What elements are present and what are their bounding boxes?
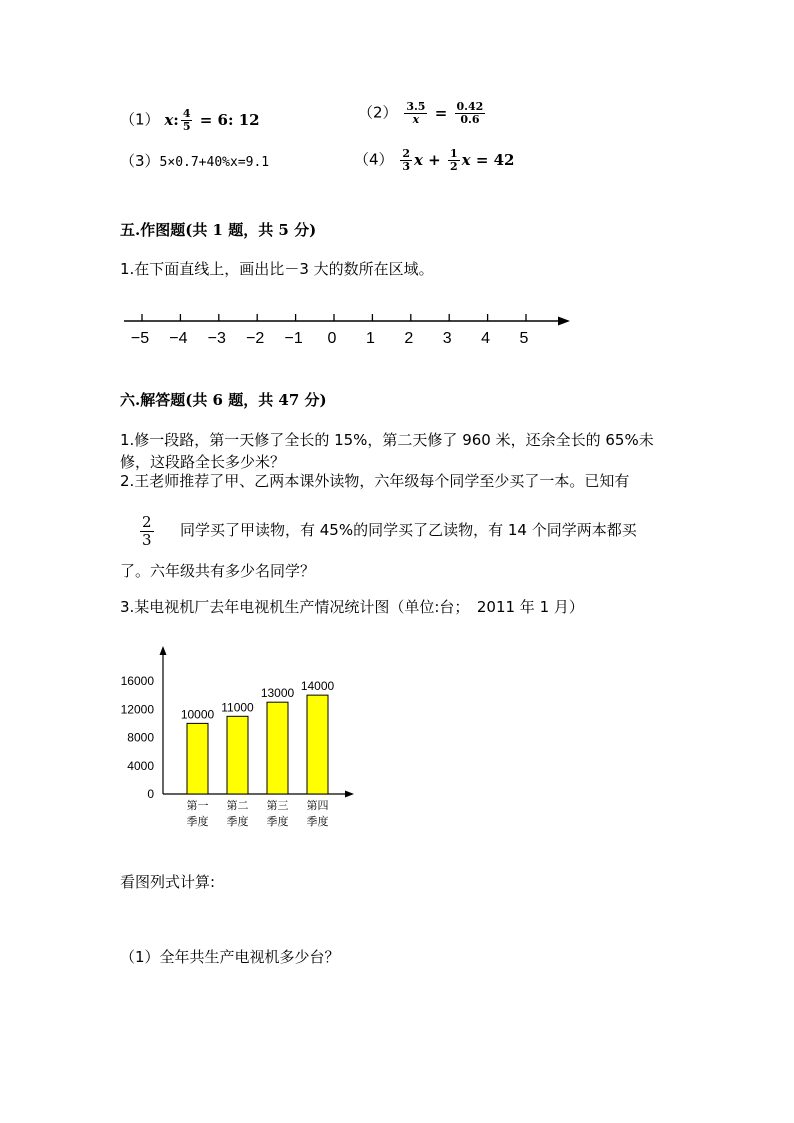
category-label: 第一 — [186, 800, 209, 812]
denominator: 0.6 — [460, 113, 480, 126]
fraction — [448, 148, 460, 173]
number-line-label: −4 — [169, 330, 188, 347]
data-label: 11000 — [221, 700, 254, 715]
y-tick-label: 12000 — [120, 702, 154, 717]
equation-label: （1） — [120, 110, 160, 129]
arrow-head-icon — [558, 317, 570, 326]
fraction — [455, 101, 486, 126]
equation-3 — [120, 150, 269, 171]
data-label: 13000 — [260, 686, 295, 701]
question-2-fraction — [140, 514, 154, 549]
numerator: 2 — [142, 513, 152, 531]
question-2-line-3: 了。六年级共有多少名同学？ — [120, 562, 316, 580]
question-2-line-2: 同学买了甲读物，有 45%的同学买了乙读物，有 14 个同学两本都买 — [180, 521, 637, 539]
category-label: 季度 — [306, 816, 329, 828]
number-line-label: 3 — [442, 330, 452, 347]
number-line-label: 0 — [327, 330, 337, 347]
equation-label: （2） — [358, 103, 398, 122]
numerator: 1 — [449, 147, 458, 160]
data-label: 14000 — [300, 679, 335, 694]
look-at-chart-instruction: 看图列式计算: — [120, 873, 216, 891]
fraction — [400, 148, 412, 173]
y-tick-label: 16000 — [120, 674, 154, 688]
fraction — [404, 101, 427, 126]
denominator: x — [412, 113, 420, 126]
variable: x — [413, 150, 423, 169]
number-line-label: −5 — [130, 330, 150, 347]
bar-chart — [110, 640, 370, 840]
question-3-title: 3.某电视机厂去年电视机生产情况统计图（单位:台； 2011 年 1 月） — [120, 598, 584, 616]
category-label: 第四 — [306, 800, 329, 812]
number-line-label: −3 — [207, 330, 226, 347]
equation-4 — [354, 148, 515, 173]
y-tick-label: 0 — [147, 787, 154, 801]
category-label: 第三 — [266, 800, 289, 812]
variable: x — [461, 150, 471, 169]
category-label: 第二 — [226, 800, 249, 812]
category-label: 季度 — [186, 816, 209, 828]
math-expression — [398, 147, 515, 173]
bar — [227, 716, 248, 794]
variable: x — [164, 110, 174, 129]
question-1-line-2: 修，这段路全长多少米？ — [120, 453, 286, 471]
equation-2 — [358, 101, 487, 126]
denominator: 3 — [402, 160, 410, 173]
question-2-line-1: 2.王老师推荐了甲、乙两本课外读物，六年级每个同学至少买了一本。已知有 — [120, 472, 630, 490]
number-line-label: −1 — [284, 330, 303, 347]
number-line-label: 4 — [481, 330, 491, 347]
y-axis-arrow-icon — [160, 646, 167, 655]
number-line-label: −2 — [246, 330, 265, 347]
plus-sign: + — [428, 150, 441, 169]
fraction — [181, 108, 193, 133]
denominator: 2 — [449, 160, 458, 173]
denominator: 3 — [142, 531, 152, 549]
equals-sign: = — [434, 103, 448, 122]
expression-rest: = 6: 12 — [199, 110, 260, 129]
math-expression — [164, 107, 260, 133]
number-line — [118, 308, 578, 352]
numerator: 2 — [402, 147, 410, 160]
numerator: 3.5 — [406, 100, 426, 113]
equation-1 — [120, 108, 260, 133]
number-line-label: 5 — [519, 330, 529, 347]
number-line-label: 2 — [404, 330, 414, 347]
bar — [307, 695, 328, 794]
expression-rest: = 42 — [475, 150, 515, 169]
section-6-title: 六.解答题(共 6 题，共 47 分) — [120, 391, 327, 409]
y-tick-label: 4000 — [127, 758, 154, 773]
denominator: 5 — [182, 120, 191, 133]
equation-label: （4） — [354, 150, 394, 169]
bar — [187, 723, 208, 794]
colon: : — [173, 110, 179, 129]
question-1-line-1: 1.修一段路，第一天修了全长的 15%，第二天修了 960 米，还余全长的 65%未 — [120, 431, 654, 449]
x-axis-arrow-icon — [345, 791, 354, 798]
section-5-question-1: 1.在下面直线上，画出比－3 大的数所在区域。 — [120, 260, 434, 278]
numerator: 4 — [182, 107, 191, 120]
equation-label: （3） — [120, 152, 160, 170]
bar — [267, 702, 288, 794]
y-tick-label: 8000 — [127, 730, 154, 745]
sub-question-1: （1）全年共生产电视机多少台？ — [120, 948, 340, 966]
category-label: 季度 — [266, 816, 289, 828]
category-label: 季度 — [226, 816, 249, 828]
equation-text: 5×0.7+40%x=9.1 — [159, 155, 270, 170]
number-line-label: 1 — [365, 330, 375, 347]
section-5-title: 五.作图题(共 1 题，共 5 分) — [120, 221, 317, 239]
math-expression — [402, 100, 487, 126]
data-label: 10000 — [180, 707, 215, 722]
numerator: 0.42 — [456, 100, 484, 113]
